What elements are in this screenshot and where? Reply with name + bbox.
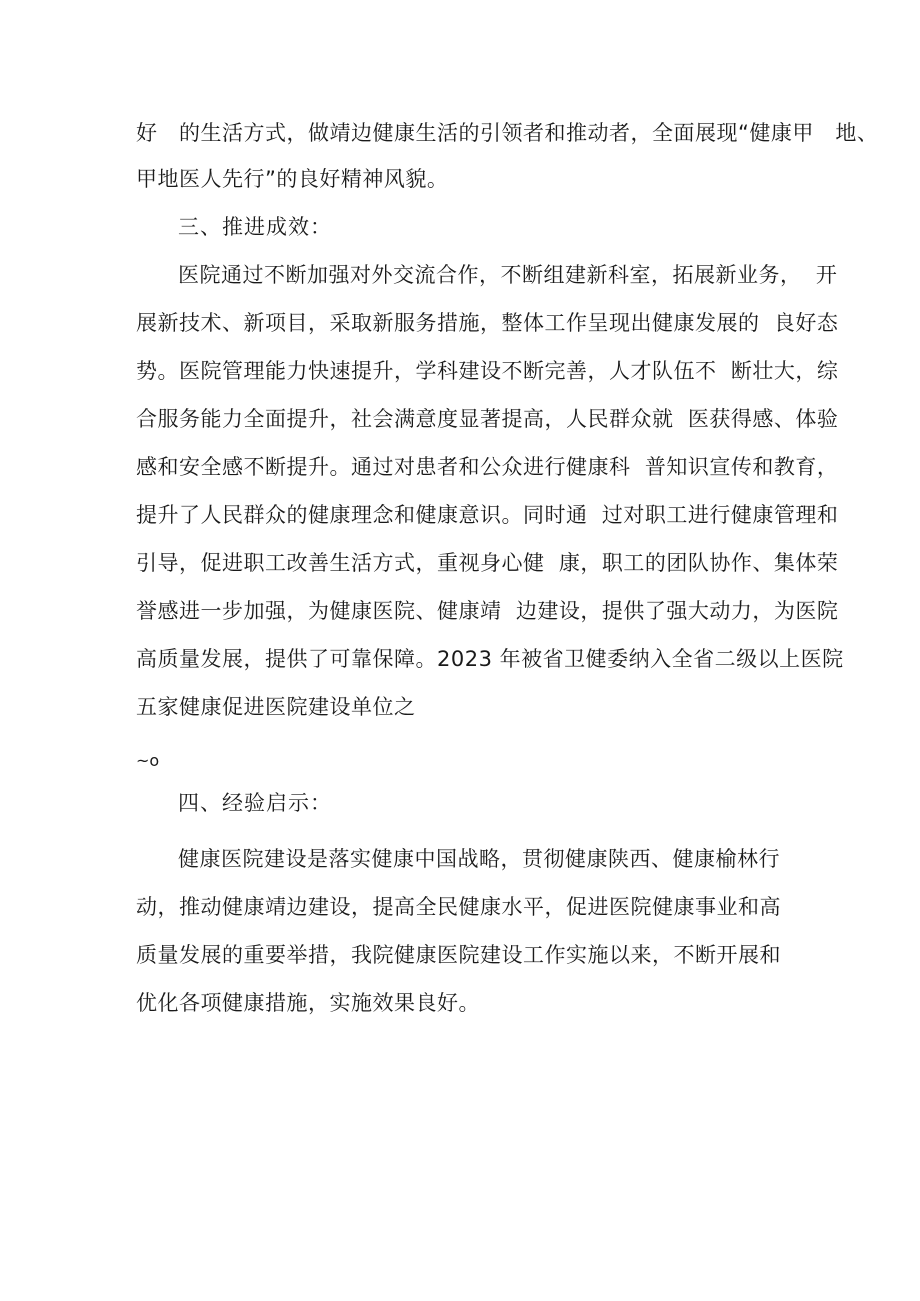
section3-line-8: 誉感进一步加强，为健康医院、健康靖 边建设，提供了强大动力，为医院 (136, 599, 839, 623)
intro-line-2: 甲地医人先行”的良好精神风貌。 (136, 167, 449, 191)
section3-heading: 三、推进成效： (178, 215, 332, 239)
section3-line-9: 高质量发展，提供了可靠保障。2023 年被省卫健委纳入全省二级以上医院 (136, 647, 844, 671)
section4-line-2: 动，推动健康靖边建设，提高全民健康水平，促进医院健康事业和高 (136, 895, 781, 919)
section3-line-2: 展新技术、新项目，采取新服务措施，整体工作呈现出健康发展的 良好态 (136, 311, 839, 335)
section4-heading: 四、经验启示： (178, 791, 332, 815)
section3-line-4: 合服务能力全面提升，社会满意度显著提高，人民群众就 医获得感、体验 (136, 407, 839, 431)
section4-line-4: 优化各项健康措施，实施效果良好。 (136, 991, 480, 1015)
section3-line-3: 势。医院管理能力快速提升，学科建设不断完善，人才队伍不 断壮大，综 (136, 359, 839, 383)
section3-line-5: 感和安全感不断提升。通过对患者和公众进行健康科 普知识宣传和教育， (136, 455, 839, 479)
section3-line-11: ~o (136, 751, 160, 770)
section4-line-1: 健康医院建设是落实健康中国战略，贯彻健康陕西、健康榆林行 (178, 847, 780, 871)
section3-line-1: 医院通过不断加强对外交流合作，不断组建新科室，拓展新业务， 开 (178, 263, 838, 287)
section3-line-10: 五家健康促进医院建设单位之 (136, 695, 416, 719)
intro-line-1: 好 的生活方式，做靖边健康生活的引领者和推动者，全面展现“健康甲 地、 (136, 121, 879, 145)
section4-line-3: 质量发展的重要举措，我院健康医院建设工作实施以来，不断开展和 (136, 943, 781, 967)
section3-line-6: 提升了人民群众的健康理念和健康意识。同时通 过对职工进行健康管理和 (136, 503, 839, 527)
section3-line-7: 引导，促进职工改善生活方式，重视身心健 康，职工的团队协作、集体荣 (136, 551, 839, 575)
